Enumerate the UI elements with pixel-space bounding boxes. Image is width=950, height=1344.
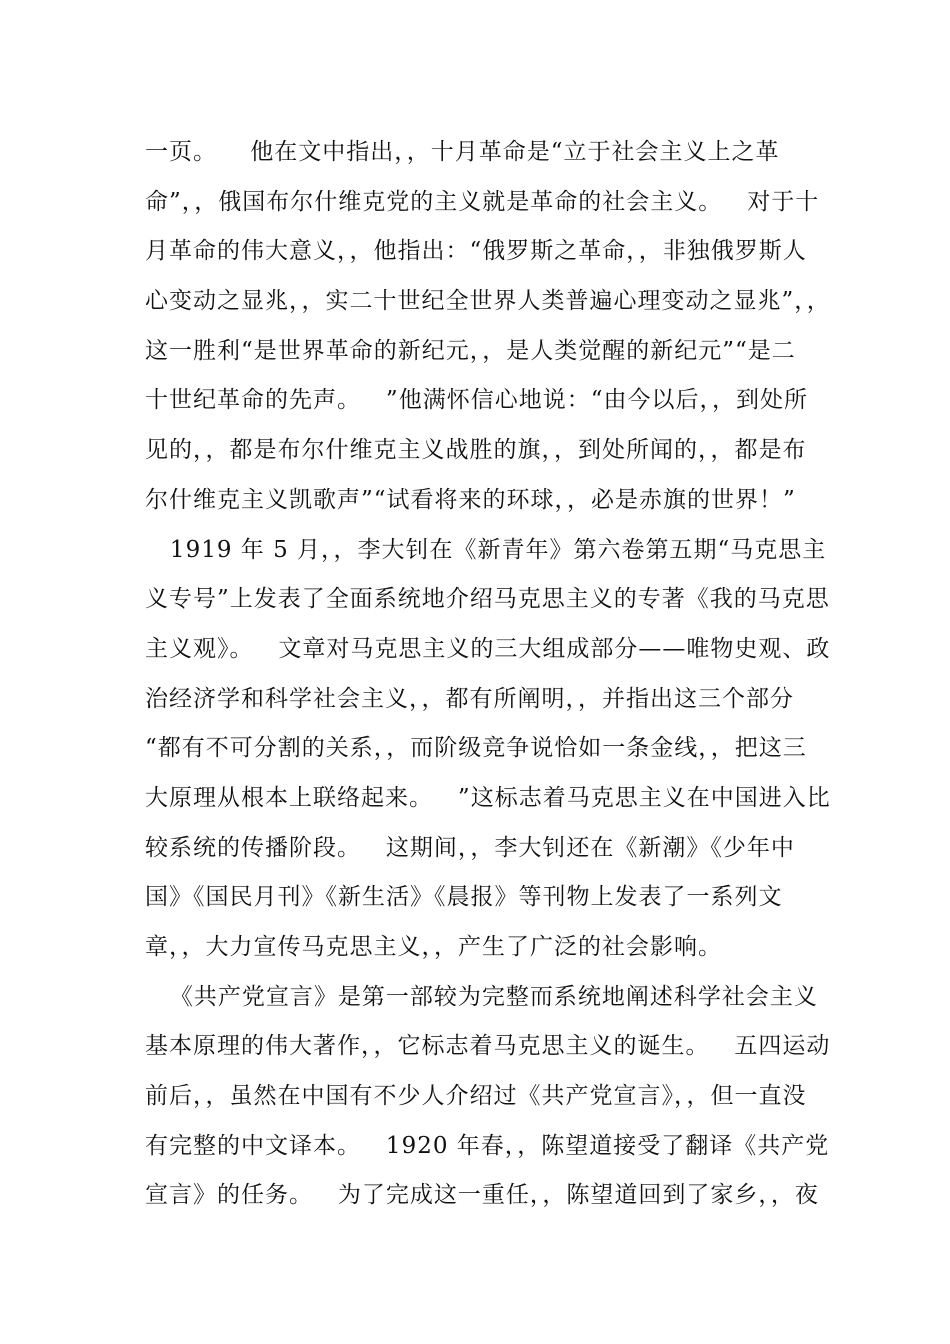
text-line: 命”，，俄国布尔什维克党的主义就是革命的社会主义。 对于十 xyxy=(145,188,820,215)
text-line: 1919 年 5 月，，李大钊在《新青年》第六卷第五期“马克思主 xyxy=(145,536,827,563)
text-line: 较系统的传播阶段。 这期间，，李大钊还在《新潮》《少年中 xyxy=(145,834,795,861)
text-line: 这一胜利“是世界革命的新纪元，，是人类觉醒的新纪元”“是二 xyxy=(145,337,796,364)
text-line: 见的，，都是布尔什维克主义战胜的旗，，到处所闻的，，都是布 xyxy=(145,437,807,464)
text-line: 义专号”上发表了全面系统地介绍马克思主义的专著《我的马克思 xyxy=(145,586,830,613)
text-line: “都有不可分割的关系，，而阶级竞争说恰如一条金线，，把这三 xyxy=(145,735,807,762)
text-line: 一页。 他在文中指出，，十月革命是“立于社会主义上之革 xyxy=(145,139,780,165)
text-line: 十世纪革命的先声。 ”他满怀信心地说：“由今以后，，到处所 xyxy=(145,387,808,414)
text-line: 主义观》。 文章对马克思主义的三大组成部分——唯物史观、政 xyxy=(145,635,831,662)
text-line: 前后，，虽然在中国有不少人介绍过《共产党宣言》，，但一直没 xyxy=(145,1083,807,1110)
text-line: 章，，大力宣传马克思主义，，产生了广泛的社会影响。 xyxy=(145,934,722,960)
text-line: 国》《国民月刊》《新生活》《晨报》等刊物上发表了一系列文 xyxy=(145,884,783,911)
text-line: 心变动之显兆，，实二十世纪全世界人类普遍心理变动之显兆”，， xyxy=(145,288,831,315)
text-line: 大原理从根本上联络起来。 ”这标志着马克思主义在中国进入比 xyxy=(145,784,831,811)
text-line: 基本原理的伟大著作，，它标志着马克思主义的诞生。 五四运动 xyxy=(145,1033,831,1060)
text-line: 尔什维克主义凯歌声”“试看将来的环球，，必是赤旗的世界！” xyxy=(145,486,796,513)
text-line: 《共产党宣言》是第一部较为完整而系统地阐述科学社会主义 xyxy=(145,983,818,1010)
text-line: 治经济学和科学社会主义，，都有所阐明，，并指出这三个部分 xyxy=(145,685,794,712)
text-line: 月革命的伟大意义，，他指出：“俄罗斯之革命，，非独俄罗斯人 xyxy=(145,238,807,265)
text-line: 有完整的中文译本。 1920 年春，，陈望道接受了翻译《共产党 xyxy=(145,1132,830,1159)
body-text xyxy=(145,128,845,1221)
text-line: 宣言》的任务。 为了完成这一重任，，陈望道回到了家乡，，夜 xyxy=(145,1182,819,1209)
